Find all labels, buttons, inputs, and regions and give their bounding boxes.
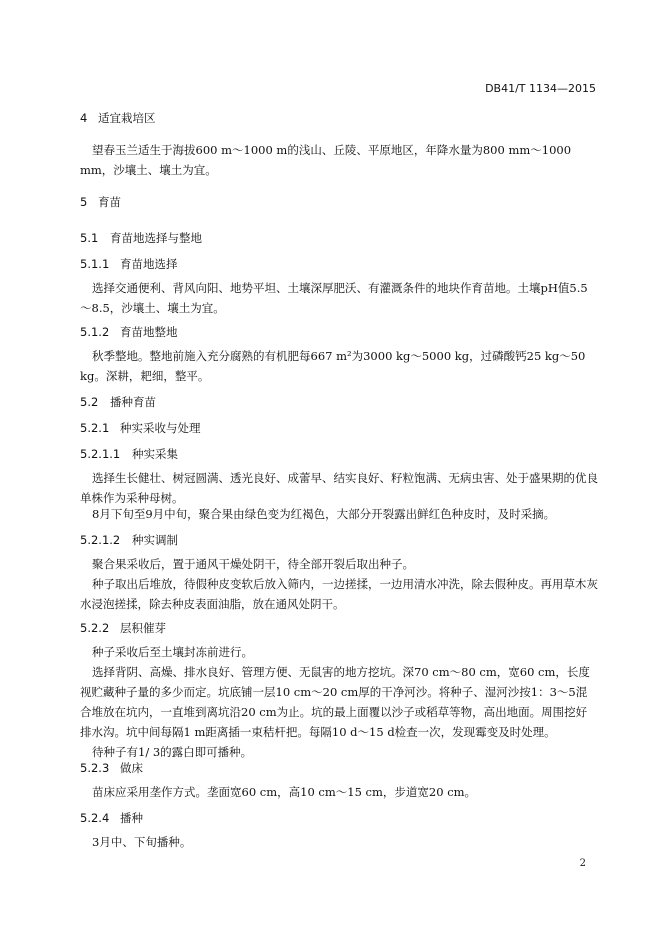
paragraph: 选择交通便利、背风向阳、地势平坦、土壤深厚肥沃、有灌溉条件的地块作育苗地。土壤pH值5.5～8.5，沙壤土、壤土为宜。	[80, 281, 588, 315]
section-title: 育苗	[98, 195, 121, 209]
section-number: 5.2.1	[80, 421, 110, 435]
section-number: 5.2.2	[80, 621, 110, 635]
section-heading-5-2-1-2	[80, 532, 178, 548]
section-title: 播种	[120, 811, 143, 825]
section-title: 种实采集	[132, 447, 178, 461]
paragraph: 3月中、下旬播种。	[92, 835, 192, 849]
page-number: 2	[579, 858, 586, 869]
section-title: 做床	[120, 761, 143, 775]
section-number: 5.2.4	[80, 811, 110, 825]
paragraph: 望春玉兰适生于海拔600 m～1000 m的浅山、丘陵、平原地区，年降水量为800 mm～1000 mm，沙壤土、壤土为宜。	[80, 143, 572, 177]
section-heading-4	[80, 110, 156, 126]
section-number: 5	[80, 195, 88, 209]
section-heading-5-2	[80, 394, 156, 410]
section-number: 5.1.1	[80, 257, 110, 271]
section-number: 5.2.3	[80, 761, 110, 775]
section-heading-5-2-4	[80, 810, 143, 826]
paragraph: 苗床应采用垄作方式。垄面宽60 cm，高10 cm～15 cm，步道宽20 cm。	[92, 785, 477, 799]
section-title: 播种育苗	[110, 395, 156, 409]
section-number: 5.2	[80, 395, 99, 409]
section-heading-5-1-2	[80, 324, 178, 340]
section-number: 5.1	[80, 231, 99, 245]
section-title: 适宜栽培区	[98, 111, 156, 125]
section-number: 5.2.1.1	[80, 447, 121, 461]
section-heading-5-2-2	[80, 620, 166, 636]
section-heading-5	[80, 194, 121, 210]
section-heading-5-2-1-1	[80, 446, 178, 462]
paragraph: 待种子有1/ 3的露白即可播种。	[92, 745, 253, 759]
paragraph: 8月下旬至9月中旬，聚合果由绿色变为红褐色，大部分开裂露出鲜红色种皮时，及时采摘。	[92, 507, 556, 521]
section-heading-5-1	[80, 230, 202, 246]
section-title: 育苗地选择	[120, 257, 178, 271]
section-heading-5-1-1	[80, 256, 178, 272]
paragraph: 种子取出后堆放，待假种皮变软后放入筛内，一边搓揉，一边用清水冲洗，除去假种皮。再用草木灰水浸泡搓揉，除去种皮表面油脂，放在通风处阴干。	[80, 577, 598, 611]
paragraph: 秋季整地。整地前施入充分腐熟的有机肥每667 m²为3000 kg～5000 kg，过磷酸钙25 kg～50 kg。深耕，耙细，整平。	[80, 349, 586, 383]
section-number: 5.2.1.2	[80, 533, 121, 547]
paragraph: 选择生长健壮、树冠圆满、透光良好、成蕾早、结实良好、籽粒饱满、无病虫害、处于盛果期的优良单株作为采种母树。	[80, 471, 598, 505]
section-title: 种实采收与处理	[120, 421, 201, 435]
section-heading-5-2-1	[80, 420, 201, 436]
paragraph: 选择背阴、高燥、排水良好、管理方便、无鼠害的地方挖坑。深70 cm～80 cm，宽60 cm，长度视贮藏种子量的多少而定。坑底铺一层10 cm～20 cm厚的干净河沙。将种子、湿河沙按1：3～5混合堆放在坑内，一直堆到离坑沿20 cm为止。坑的最上面覆以沙子或稻草等物，高出地面。周围挖好排水沟。坑中间每隔1 m距离插一束秸杆把。每隔10 d～15 d检查一次，发现霉变及时处理。	[80, 665, 590, 739]
section-title: 种实调制	[132, 533, 178, 547]
section-title: 育苗地整地	[120, 325, 178, 339]
paragraph: 聚合果采收后，置于通风干燥处阴干，待全部开裂后取出种子。	[92, 557, 414, 571]
standard-code-header: DB41/T 1134—2015	[485, 82, 596, 95]
section-number: 5.1.2	[80, 325, 110, 339]
section-number: 4	[80, 111, 88, 125]
section-heading-5-2-3	[80, 760, 143, 776]
section-title: 层积催芽	[120, 621, 166, 635]
section-title: 育苗地选择与整地	[110, 231, 202, 245]
paragraph: 种子采收后至土壤封冻前进行。	[92, 645, 253, 659]
